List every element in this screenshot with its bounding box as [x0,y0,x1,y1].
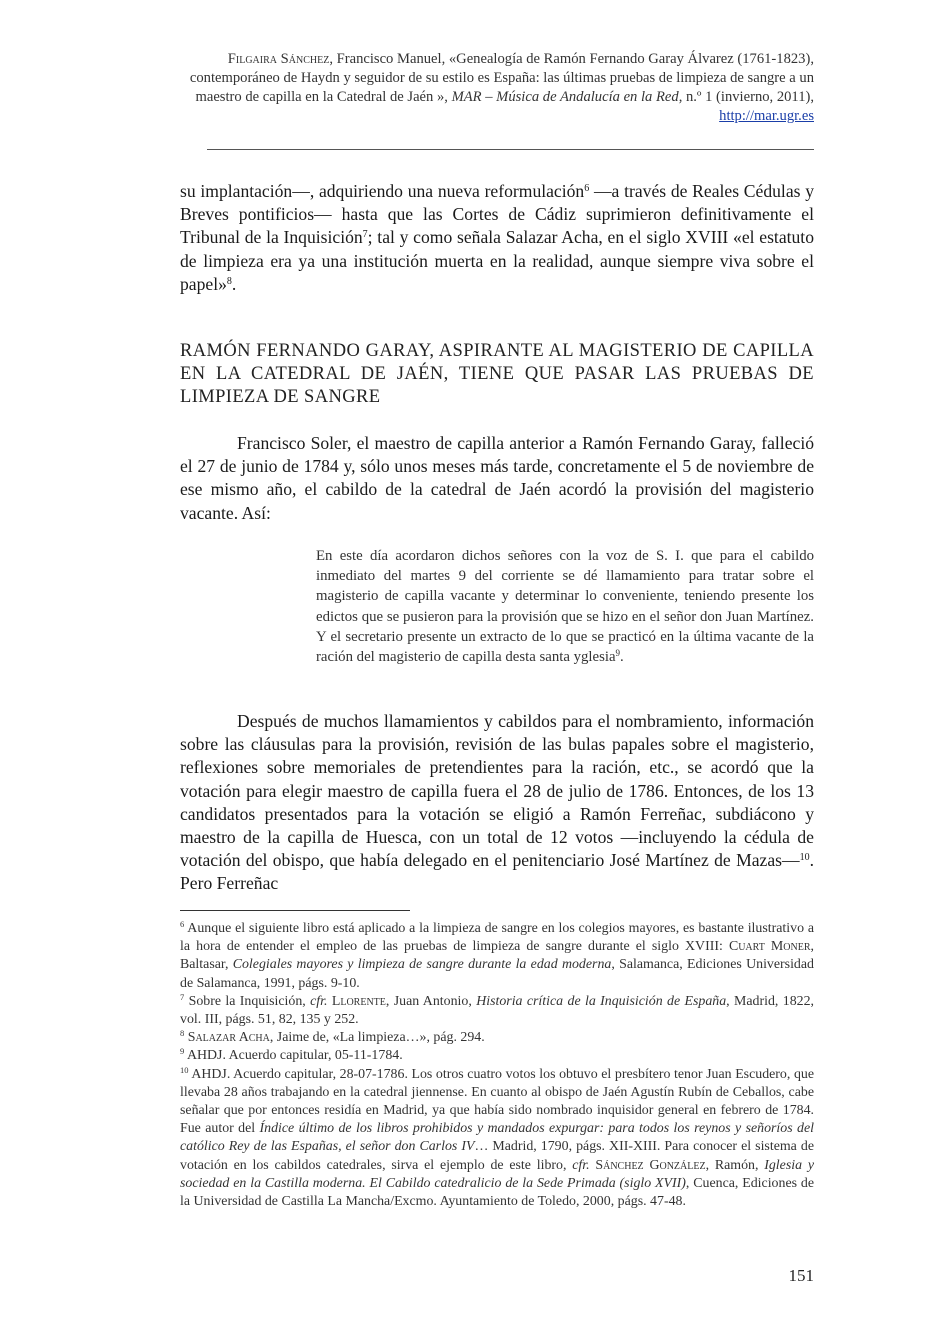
header-author: Filgaira Sánchez [227,51,330,67]
footnote-10-text-b: … Madrid, 1790, págs. XII-XIII. Para conocer el sistema de votación en los cabildos catedrales, sirva el ejemplo de este libro, [180,1139,814,1173]
running-header-citation [180,50,814,126]
quote-text: En este día acordaron dichos señores con la voz de S. I. que para el cabildo inmediato del martes 9 del corriente se dé llamamiento para tratar sobre el magisterio de capilla vacante y determinar lo conveniente, teniendo presente los edictos que se pusieron para la provisión que se hizo en el señor don Juan Martínez. Y el secretario presente un extracto de lo que se practicó en la última vacante de la ración del magisterio de capilla desta santa yglesia [316,548,814,666]
footnote-10-title-1: Índice último de los libros prohibidos y mandados expurgar: para todos los reynos y señoríos del católico Rey de las Españas, el señor don Carlos IV [180,1121,814,1155]
footnote-10-text: AHDJ. Acuerdo capitular, 28-07-1786. Los otros cuatro votos los obtuvo el presbítero tenor Juan Escudero, que llevaba 28 años trabajando en la catedral jiennense. En cuanto al obispo de Jaén Agustín Rubín de Ceballos, cabe señalar que por entonces residía en Madrid, ya que había sido nombrado inquisidor general en febrero de 1784. Fue autor del [180,1066,814,1137]
footnote-10-number: 10 [180,1064,189,1075]
p3-text-b: . Pero Ferreñac [180,850,814,894]
header-divider [207,149,814,150]
footnote-8-author: Salazar Acha [184,1030,270,1046]
footnote-ref-9[interactable]: 9 [615,648,621,659]
footnote-6-author: Cuart Moner [728,939,811,955]
footnote-8-number: 8 [180,1028,185,1039]
footnote-6-title: Colegiales mayores y limpieza de sangre durante la edad moderna [232,957,612,973]
section-heading: RAMÓN FERNANDO GARAY, ASPIRANTE AL MAGISTERIO DE CAPILLA EN LA CATEDRAL DE JAÉN, TIENE QUE PASAR LAS PRUEBAS DE LIMPIEZA DE SANGRE [180,341,814,407]
footnote-7-text-c: , Madrid, 1822, vol. III, págs. 51, 82, 135 y 252. [180,993,814,1028]
block-quote [316,546,814,667]
footnote-ref-7[interactable]: 7 [362,229,368,241]
page-number: 151 [788,1266,814,1285]
footnote-9 [180,1047,814,1065]
footnote-8-text: , Jaime de, «La limpieza…», pág. 294. [269,1030,485,1046]
footnote-7-text: Sobre la Inquisición, [184,993,311,1009]
footnote-7-cfr: cfr. [310,993,328,1009]
footnote-7-title: Historia crítica de la Inquisición de España [476,993,727,1009]
header-issue: , n.º 1 (invierno, 2011), [678,89,814,105]
footnote-ref-8[interactable]: 8 [226,275,232,287]
footnote-10-text-d: , Cuenca, Ediciones de la Universidad de Castilla La Mancha/Excmo. Ayuntamiento de Toledo, 2000, págs. 47-48. [180,1175,814,1210]
footnote-7 [180,993,814,1029]
footnote-9-text: AHDJ. Acuerdo capitular, 05-11-1784. [184,1048,403,1064]
p1-text-a: su implantación—, adquiriendo una nueva reformulación [180,181,585,201]
footnote-10-text-c: , Ramón, [705,1157,765,1173]
footnote-10 [180,1066,814,1212]
footnote-7-number: 7 [180,991,185,1002]
p1-text-d: . [231,273,237,294]
p1-text-b: —a través de Reales Cédulas y Breves pontificios— hasta que las Cortes de Cádiz suprimieron definitivamente el Tribunal de la Inquisición [180,181,814,248]
p3-text-a: Después de muchos llamamientos y cabildos para el nombramiento, información sobre las cláusulas para la provisión, revisión de las bulas papales sobre el magisterio, reflexiones sobre memoriales de pretendientes para la ración, etc., se acordó que la votación para elegir maestro de capilla fuera el 28 de julio de 1786. Entonces, de los 13 candidatos presentados para la votación se eligió a Ramón Ferreñac, subdiácono y maestro de la capilla de Huesca, con un total de 12 votos —incluyendo la cédula de votación del obispo, que había delegado en el penitenciario José Martínez de Mazas— [180,711,814,871]
footnote-9-number: 9 [180,1046,185,1057]
body-paragraph-1 [180,180,814,296]
footnote-7-author: Llorente [327,993,386,1009]
footnote-ref-10[interactable]: 10 [799,852,810,864]
footnote-6-text-c: , Salamanca, Ediciones Universidad de Salamanca, 1991, págs. 9-10. [180,957,814,991]
quote-end: . [620,649,624,666]
footnote-6-number: 6 [180,919,185,929]
footnotes [180,920,814,1211]
body-paragraph-3 [180,710,814,896]
p1-text-c: ; tal y como señala Salazar Acha, en el siglo XVIII «el estatuto de limpieza era ya una institución muerta en la realidad, aunque siempre viva sobre el papel» [180,227,814,294]
body-paragraph-2: Francisco Soler, el maestro de capilla anterior a Ramón Fernando Garay, falleció el 27 de junio de 1784 y, sólo unos meses más tarde, concretamente el 5 de noviembre de ese mismo año, el cabildo de la catedral de Jaén acordó la provisión del magisterio vacante. Así: [180,433,814,523]
header-journal-title: MAR – Música de Andalucía en la Red [451,89,679,105]
footnote-7-text-b: , Juan Antonio, [385,993,477,1009]
footnote-divider [180,910,410,911]
footnote-6-text-b: , Baltasar, [180,939,814,973]
header-citation-text: , Francisco Manuel, «Genealogía de Ramón Fernando Garay Álvarez (1761-1823), contemporáneo de Haydn y seguidor de su estilo es España: las últimas pruebas de limpieza de sangre a un maestro de capilla en la Catedral de Jaén », [189,51,814,105]
footnote-6-text: Aunque el siguiente libro está aplicado a la limpieza de sangre en los colegios mayores, es bastante ilustrativo a la hora de entender el empleo de las pruebas de limpieza de sangre durante el siglo XVIII: [180,921,814,955]
footnote-10-author: Sánchez González [589,1157,706,1173]
footnote-10-cfr: cfr. [572,1157,590,1173]
header-url-link[interactable]: http://mar.ugr.es [719,108,814,124]
footnote-6 [180,920,814,993]
footnote-10-title-2: Iglesia y sociedad en la Castilla moderna. El Cabildo catedralicio de la Sede Primada (siglo XVII) [180,1157,814,1191]
footnote-ref-6[interactable]: 6 [584,183,590,194]
footnote-8 [180,1029,814,1047]
